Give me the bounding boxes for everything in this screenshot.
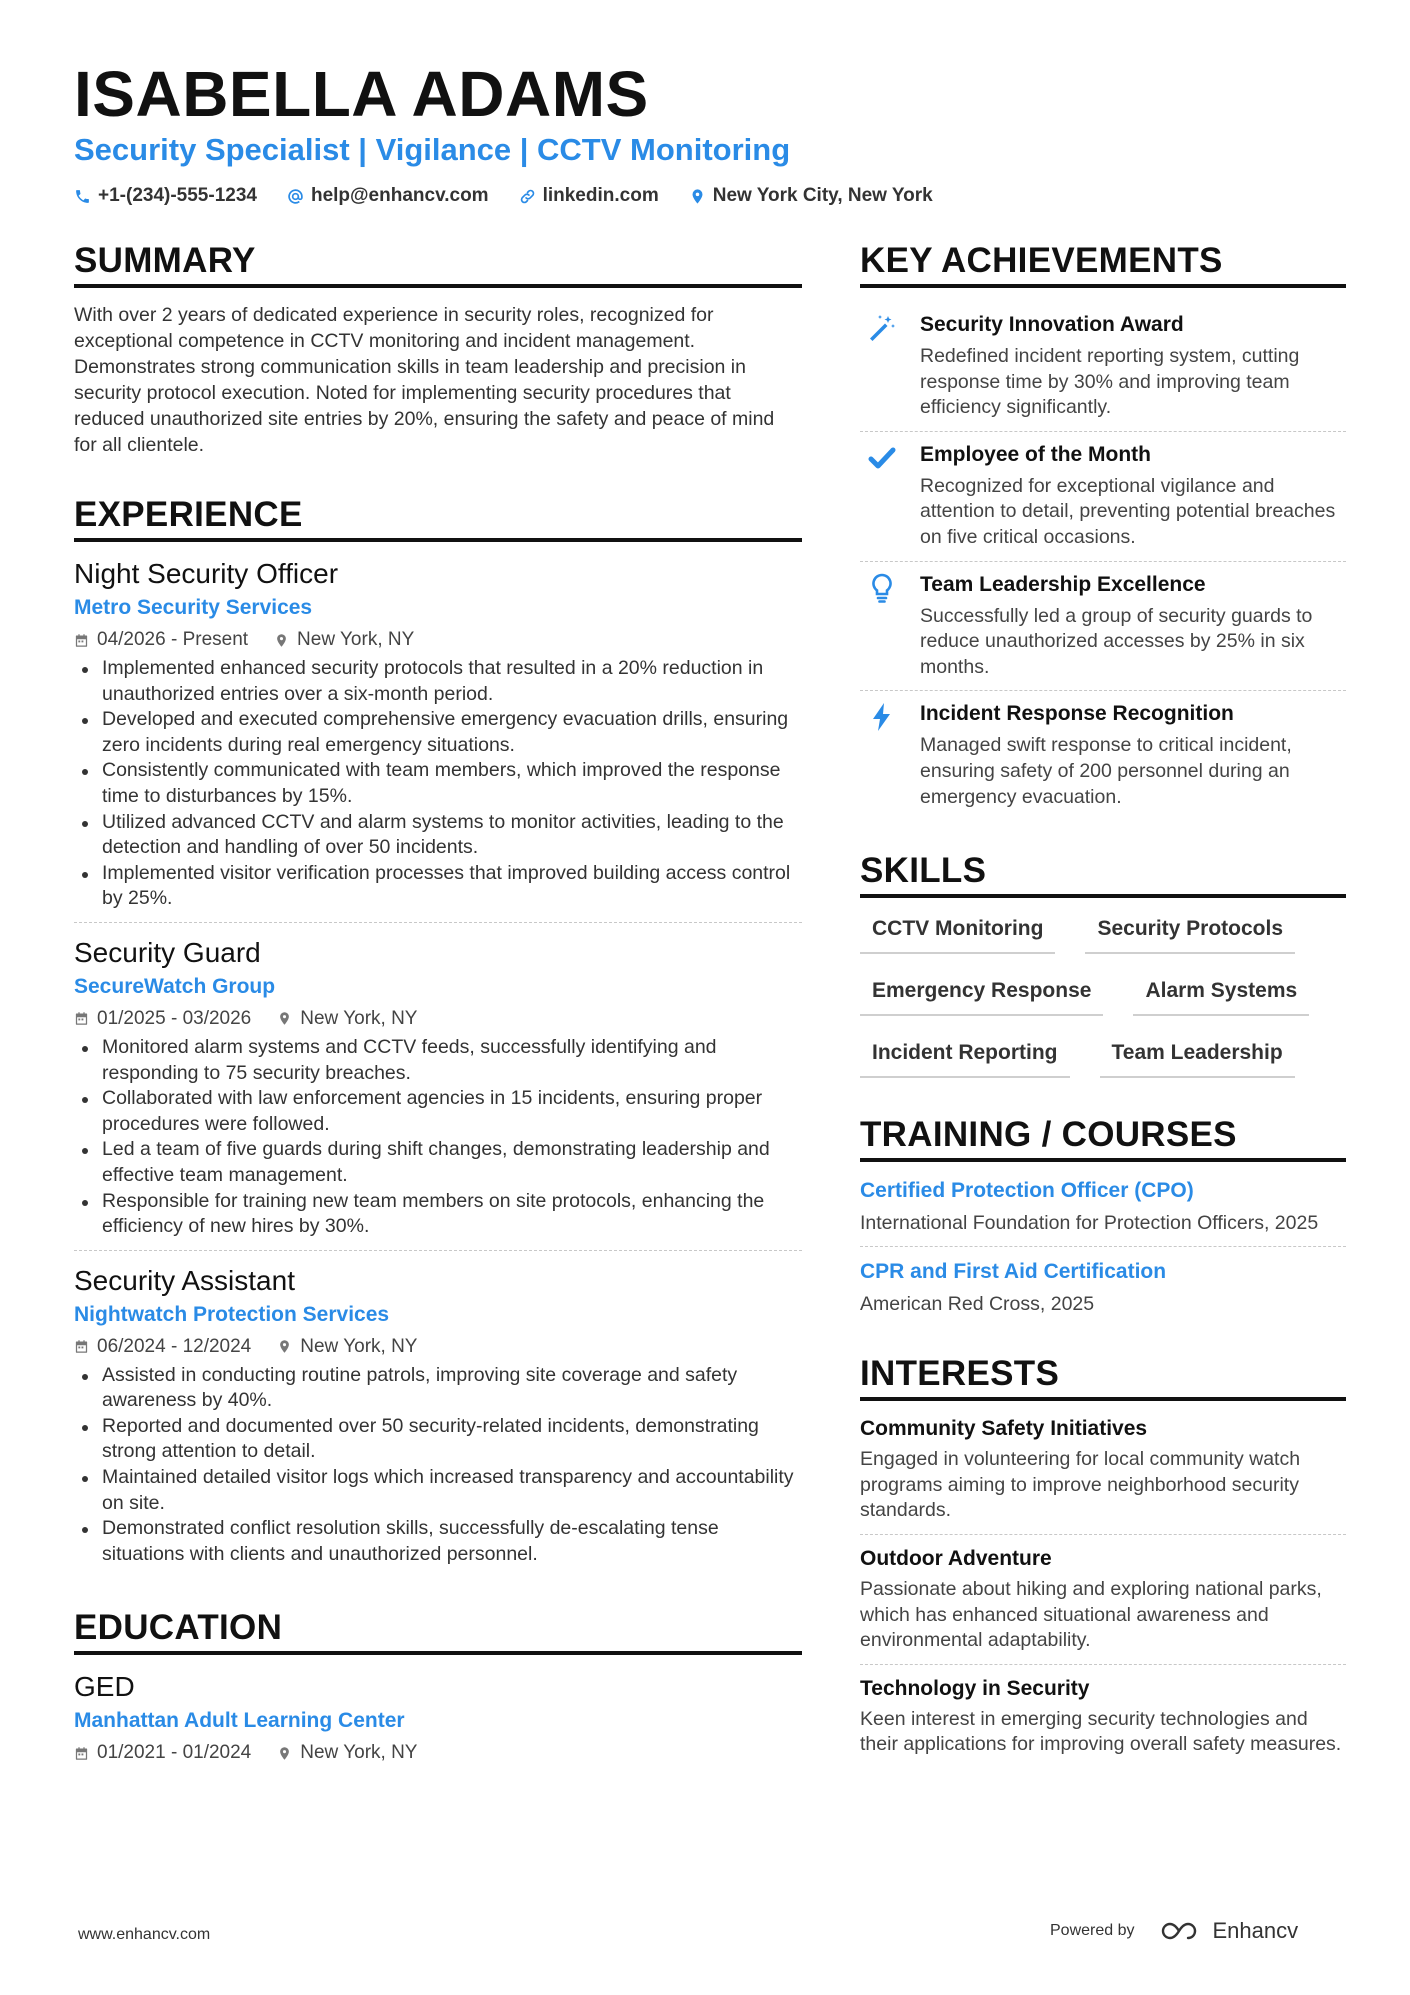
magic-wand-icon (866, 312, 898, 344)
bullet-item: Reported and documented over 50 security-related incidents, demonstrating strong attention to detail. (74, 1414, 802, 1465)
bullet-item: Developed and executed comprehensive emergency evacuation drills, ensuring zero incidents during real emergency situations. (74, 707, 802, 758)
education-heading: EDUCATION (74, 1607, 802, 1655)
training-heading: TRAINING / COURSES (860, 1114, 1346, 1162)
education-section (74, 1607, 802, 1766)
achievement-desc: Redefined incident reporting system, cutting response time by 30% and improving team efficiency significantly. (920, 345, 1300, 419)
summary-text: With over 2 years of dedicated experience in security roles, recognized for exceptional competence in CCTV monitoring and incident management. Demonstrates strong communication skills in team leadership and precision in security protocol execution. Noted for implementing security procedures that reduced unauthorized site entries by 20%, ensuring the safety and peace of mind for all clientele. (74, 304, 775, 456)
bullet-item: Responsible for training new team members on site protocols, enhancing the efficiency of new hires by 30%. (74, 1189, 802, 1240)
achievement-desc: Successfully led a group of security guards to reduce unauthorized accesses by 25% in six months. (920, 604, 1313, 678)
summary-section (74, 240, 802, 458)
achievement-desc: Managed swift response to critical incident, ensuring safety of 200 personnel during an emergency evacuation. (920, 734, 1292, 808)
school-name: Manhattan Adult Learning Center (74, 1709, 405, 1733)
achievement-body (920, 310, 1346, 421)
education-location-text: New York, NY (300, 1742, 418, 1764)
skills-section (860, 850, 1346, 1078)
candidate-name: ISABELLA ADAMS (74, 58, 649, 130)
job-location-text: New York, NY (297, 629, 415, 650)
interest-title: Technology in Security (860, 1676, 1090, 1700)
achievement-desc: Recognized for exceptional vigilance and attention to detail, preventing potential breaches on five critical occasions. (920, 474, 1336, 548)
job-meta (74, 1006, 802, 1032)
phone-text: +1-(234)-555-1234 (98, 185, 257, 206)
training-org: International Foundation for Protection Officers, 2025 (860, 1212, 1319, 1235)
bullet-item: Consistently communicated with team members, which improved the response time to disturbances by 15%. (74, 758, 802, 809)
training-org: American Red Cross, 2025 (860, 1293, 1095, 1316)
interests-section (860, 1353, 1346, 1768)
calendar-icon (74, 633, 89, 648)
linkedin-text: linkedin.com (542, 185, 659, 206)
achievement-item (860, 432, 1346, 562)
summary-heading: SUMMARY (74, 240, 802, 288)
candidate-tagline: Security Specialist | Vigilance | CCTV Monitoring (74, 132, 791, 167)
job-location-text: New York, NY (300, 1335, 418, 1357)
skill-tag: Emergency Response (860, 974, 1103, 1016)
experience-entry (74, 1263, 802, 1578)
interest-item (860, 1545, 1346, 1665)
footer-branding (1050, 1918, 1298, 1944)
achievements-heading: KEY ACHIEVEMENTS (860, 240, 1346, 288)
company-name: SecureWatch Group (74, 974, 276, 998)
degree-title: GED (74, 1671, 135, 1703)
training-title: Certified Protection Officer (CPO) (860, 1179, 1194, 1203)
right-column (860, 240, 1346, 1778)
job-bullets (74, 1035, 802, 1240)
experience-heading: EXPERIENCE (74, 494, 802, 542)
training-title: CPR and First Aid Certification (860, 1260, 1167, 1284)
job-location (274, 627, 414, 653)
training-item (860, 1176, 1346, 1247)
calendar-icon (74, 1746, 89, 1761)
bullet-item: Monitored alarm systems and CCTV feeds, successfully identifying and responding to 75 security breaches. (74, 1035, 802, 1086)
bullet-item: Maintained detailed visitor logs which increased transparency and accountability on site. (74, 1465, 802, 1516)
skills-list (860, 912, 1346, 1078)
job-bullets (74, 656, 802, 912)
job-dates-text: 06/2024 - 12/2024 (97, 1335, 252, 1357)
job-dates (74, 627, 248, 653)
job-title: Security Guard (74, 936, 261, 968)
interest-title: Community Safety Initiatives (860, 1417, 1148, 1441)
location-text: New York City, New York (712, 185, 933, 206)
education-dates (74, 1740, 251, 1766)
education-meta (74, 1740, 802, 1766)
achievement-title: Security Innovation Award (920, 313, 1184, 336)
achievement-title: Employee of the Month (920, 442, 1151, 466)
calendar-icon (74, 1011, 89, 1026)
achievement-body (920, 440, 1346, 551)
job-dates-text: 04/2026 - Present (97, 629, 249, 650)
interest-desc: Passionate about hiking and exploring national parks, which has enhanced situational awareness and environmental adaptability. (860, 1577, 1322, 1652)
footer-website[interactable]: www.enhancv.com (78, 1926, 211, 1943)
job-location-text: New York, NY (300, 1007, 418, 1029)
bullet-item: Led a team of five guards during shift changes, demonstrating leadership and effective team management. (74, 1137, 802, 1188)
bullet-item: Utilized advanced CCTV and alarm systems to monitor activities, leading to the detection and handling of over 50 incidents. (74, 810, 802, 861)
contact-linkedin[interactable] (519, 183, 659, 209)
phone-icon (74, 188, 91, 205)
contact-phone[interactable] (74, 183, 257, 209)
job-bullets (74, 1363, 802, 1568)
job-title: Security Assistant (74, 1264, 295, 1296)
job-location (277, 1334, 417, 1360)
job-title: Night Security Officer (74, 558, 339, 589)
achievement-body (920, 699, 1346, 810)
achievement-item (860, 562, 1346, 692)
skill-tag: Incident Reporting (860, 1036, 1070, 1078)
location-icon (274, 633, 289, 648)
skill-tag: Alarm Systems (1133, 974, 1309, 1016)
education-dates-text: 01/2021 - 01/2024 (97, 1742, 252, 1764)
left-column (74, 240, 802, 1766)
training-item (860, 1257, 1346, 1327)
bullet-item: Demonstrated conflict resolution skills, successfully de-escalating tense situations with clients and unauthorized personnel. (74, 1516, 802, 1567)
lightbulb-icon (866, 572, 898, 604)
interests-heading: INTERESTS (860, 1353, 1346, 1401)
job-location (277, 1006, 417, 1032)
job-dates (74, 1006, 251, 1032)
experience-entry (74, 935, 802, 1251)
job-dates-text: 01/2025 - 03/2026 (97, 1007, 252, 1029)
achievement-item (860, 302, 1346, 432)
company-name: Metro Security Services (74, 596, 313, 619)
lightning-bolt-icon (866, 701, 898, 733)
training-section (860, 1114, 1346, 1327)
brand-name: Enhancv (1212, 1918, 1299, 1943)
bullet-item: Assisted in conducting routine patrols, improving site coverage and safety awareness by 40%. (74, 1363, 802, 1414)
location-icon (277, 1011, 292, 1026)
interest-desc: Engaged in volunteering for local community watch programs aiming to improve neighborhood security standards. (860, 1448, 1301, 1522)
interest-desc: Keen interest in emerging security technologies and their applications for improving overall safety measures. (860, 1707, 1342, 1756)
achievements-section (860, 240, 1346, 820)
job-dates (74, 1334, 251, 1360)
achievement-icon-wrap (860, 310, 904, 421)
contact-email[interactable] (287, 183, 489, 209)
location-icon (689, 188, 706, 205)
company-name: Nightwatch Protection Services (74, 1302, 390, 1326)
skill-tag: Security Protocols (1085, 912, 1295, 954)
experience-section (74, 494, 802, 1577)
experience-entry (74, 556, 802, 923)
interest-item (860, 1415, 1346, 1535)
achievement-title: Incident Response Recognition (920, 702, 1234, 726)
bullet-item: Implemented enhanced security protocols that resulted in a 20% reduction in unauthorized entries over a six-month period. (74, 656, 802, 707)
bullet-item: Collaborated with law enforcement agencies in 15 incidents, ensuring proper procedures were followed. (74, 1086, 802, 1137)
bullet-item: Implemented visitor verification processes that improved building access control by 25%. (74, 861, 802, 912)
achievement-item (860, 691, 1346, 820)
brand-logo[interactable] (1159, 1918, 1299, 1944)
skills-heading: SKILLS (860, 850, 1346, 898)
calendar-icon (74, 1339, 89, 1354)
skill-tag: Team Leadership (1100, 1036, 1295, 1078)
location-icon (277, 1339, 292, 1354)
contact-bar (74, 183, 933, 209)
achievement-icon-wrap (860, 440, 904, 551)
link-icon (519, 188, 536, 205)
achievement-icon-wrap (860, 570, 904, 681)
enhancv-logo-icon (1159, 1920, 1203, 1942)
checkmark-icon (866, 442, 898, 474)
interest-item (860, 1675, 1346, 1768)
education-location (277, 1740, 417, 1766)
achievement-icon-wrap (860, 699, 904, 810)
email-text: help@enhancv.com (310, 185, 489, 206)
interest-title: Outdoor Adventure (860, 1546, 1052, 1570)
achievement-body (920, 570, 1346, 681)
location-icon (277, 1746, 292, 1761)
skill-tag: CCTV Monitoring (860, 912, 1055, 954)
job-meta (74, 1334, 802, 1360)
job-meta (74, 627, 802, 653)
powered-by-text: Powered by (1050, 1922, 1135, 1939)
contact-location (689, 183, 933, 209)
achievement-title: Team Leadership Excellence (920, 572, 1206, 596)
at-icon (287, 188, 304, 205)
